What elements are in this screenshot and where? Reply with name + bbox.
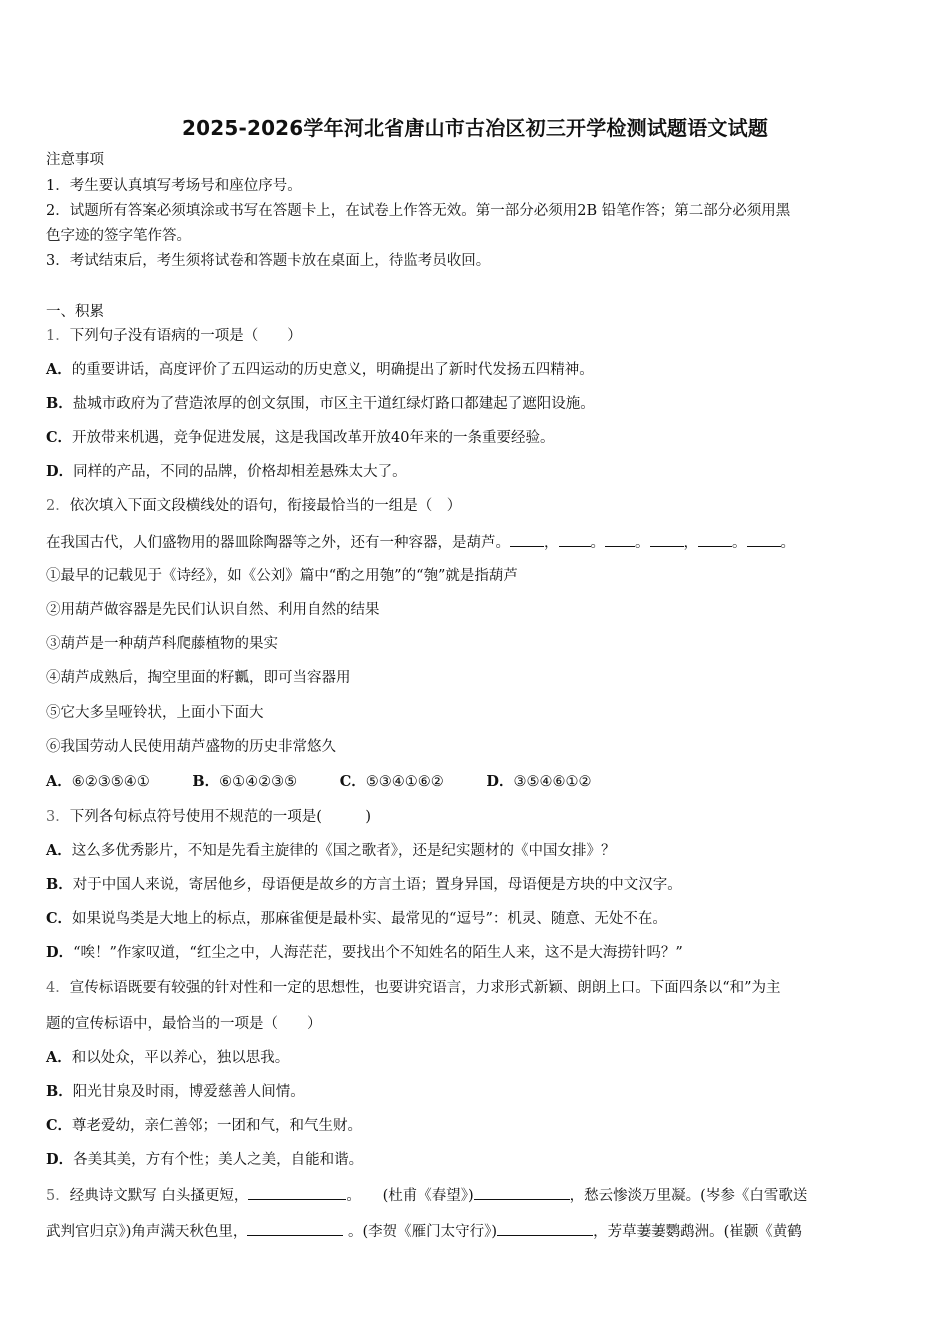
option-label: A．: [46, 361, 72, 378]
q1-option-b: [46, 394, 595, 414]
q2-sentence: ②用葫芦做容器是先民们认识自然、利用自然的结果: [46, 602, 380, 618]
question-5-line2: [46, 1221, 802, 1242]
fill-blank-4[interactable]: [497, 1221, 593, 1236]
option-text: 对于中国人来说，寄居他乡，母语便是故乡的方言土语；置身异国，母语便是方块的中文汉字。: [72, 877, 682, 893]
question-text: 宣传标语既要有较强的针对性和一定的思想性，也要讲究语言，力求形式新颖、朗朗上口。下面四条以“和”为主: [69, 980, 781, 996]
question-number: 3．: [46, 809, 70, 825]
question-number: 5．: [46, 1188, 70, 1204]
question-4-stem-cont: 题的宣传标语中，最恰当的一项是（ ）: [46, 1016, 322, 1032]
blank-4[interactable]: [650, 532, 684, 547]
option-label: B．: [46, 395, 73, 412]
choice-a: A．⑥②③⑤④①: [46, 773, 150, 790]
q3-option-c: [46, 909, 667, 929]
option-label: A．: [46, 842, 72, 859]
q4-option-d: [46, 1150, 363, 1170]
q3-option-b: [46, 875, 682, 895]
choice-c: C．⑤③④①⑥②: [339, 773, 444, 790]
poem-text: ，愁云惨淡万里凝。(岑参《白雪歌送: [569, 1188, 808, 1204]
option-label: D．: [46, 1151, 74, 1168]
question-1-stem: [46, 326, 302, 346]
option-text: 同样的产品，不同的品牌，价格却相差悬殊太大了。: [73, 464, 407, 480]
option-label: B．: [46, 1083, 73, 1100]
q4-option-b: [46, 1082, 305, 1102]
fill-blank-3[interactable]: [247, 1221, 343, 1236]
option-text: 尊老爱幼，亲仁善邻；一团和气，和气生财。: [72, 1118, 363, 1134]
q3-option-a: [46, 841, 616, 861]
question-text: 经典诗文默写 白头搔更短，: [69, 1188, 249, 1204]
option-label: B．: [46, 876, 73, 893]
question-5-line1: [46, 1185, 807, 1206]
option-text: 如果说鸟类是大地上的标点，那麻雀便是最朴实、最常见的“逗号”：机灵、随意、无处不在。: [72, 911, 667, 927]
question-2-stem: [46, 496, 461, 516]
option-label: C．: [46, 910, 73, 927]
q2-sentence: ⑤它大多呈哑铃状，上面小下面大: [46, 705, 264, 721]
choice-b: B．⑥①④②③⑤: [192, 773, 298, 790]
fill-blank-1[interactable]: [248, 1185, 346, 1200]
option-text: 开放带来机遇，竞争促进发展，这是我国改革开放40年来的一条重要经验。: [72, 430, 555, 446]
source-note: 。 (杜甫《春望》): [346, 1188, 474, 1204]
option-text: 和以处众，平以养心，独以思我。: [71, 1050, 290, 1066]
question-text: 下列句子没有语病的一项是（ ）: [69, 328, 302, 344]
question-number: 1．: [46, 328, 70, 344]
q3-option-d: [46, 943, 683, 963]
option-label: C．: [46, 1117, 73, 1134]
blank-2[interactable]: [559, 532, 591, 547]
q4-option-a: [46, 1048, 289, 1068]
q1-option-c: [46, 428, 555, 448]
choice-d: D．③⑤④⑥①②: [486, 773, 592, 790]
question-text: 下列各句标点符号使用不规范的一项是( ): [69, 809, 372, 825]
q1-option-d: [46, 462, 407, 482]
notice-item: 2．试题所有答案必须填涂或书写在答题卡上，在试卷上作答无效。第一部分必须用2B 铅笔作答；第二部分必须用黑: [46, 203, 791, 219]
notice-item: 1．考生要认真填写考场号和座位序号。: [46, 178, 302, 194]
option-text: 盐城市政府为了营造浓厚的创文氛围，市区主干道红绿灯路口都建起了遮阳设施。: [72, 396, 595, 412]
blank-1[interactable]: [510, 532, 544, 547]
notice-item: 色字迹的签字笔作答。: [46, 228, 191, 244]
q4-option-c: [46, 1116, 362, 1136]
q2-passage: 在我国古代，人们盛物用的器皿除陶器等之外，还有一种容器，是葫芦。 ， 。 。 ， 。 。: [46, 532, 795, 553]
option-label: C．: [46, 429, 73, 446]
source-note: 。(李贺《雁门太守行》): [348, 1224, 498, 1240]
page-title: 2025-2026学年河北省唐山市古冶区初三开学检测试题语文试题: [181, 116, 769, 140]
option-label: A．: [46, 1049, 72, 1066]
notice-heading: 注意事项: [46, 152, 104, 168]
option-text: “唉！”作家叹道，“红尘之中，人海茫茫，要找出个不知姓名的陌生人来，这不是大海捞针吗？”: [73, 945, 683, 961]
option-text: 各美其美，方有个性；美人之美，自能和谐。: [73, 1152, 364, 1168]
fill-blank-2[interactable]: [474, 1185, 570, 1200]
section-heading: 一、积累: [46, 304, 104, 320]
q1-option-a: [46, 360, 594, 380]
option-label: D．: [46, 463, 74, 480]
question-text: 依次填入下面文段横线处的语句，衔接最恰当的一组是（ ）: [69, 498, 462, 514]
q2-choices: [46, 772, 629, 792]
q2-sentence: ④葫芦成熟后，掏空里面的籽瓤，即可当容器用: [46, 670, 351, 686]
question-number: 4．: [46, 980, 70, 996]
poem-text: ，芳草萋萋鹦鹉洲。(崔颢《黄鹤: [593, 1224, 802, 1240]
q2-sentence: ⑥我国劳动人民使用葫芦盛物的历史非常悠久: [46, 739, 336, 755]
option-text: 阳光甘泉及时雨，博爱慈善人间情。: [72, 1084, 305, 1100]
option-label: D．: [46, 944, 74, 961]
poem-text: 武判官归京》)角声满天秋色里，: [46, 1224, 248, 1240]
blank-6[interactable]: [747, 532, 781, 547]
question-3-stem: [46, 807, 371, 827]
q2-sentence: ③葫芦是一种葫芦科爬藤植物的果实: [46, 636, 278, 652]
notice-item: 3．考试结束后，考生须将试卷和答题卡放在桌面上，待监考员收回。: [46, 253, 491, 269]
question-number: 2．: [46, 498, 70, 514]
blank-5[interactable]: [698, 532, 732, 547]
option-text: 这么多优秀影片，不知是先看主旋律的《国之歌者》，还是纪实题材的《中国女排》？: [71, 843, 616, 859]
q2-sentence: ①最早的记载见于《诗经》，如《公刘》篇中“酌之用匏”的“匏”就是指葫芦: [46, 568, 518, 584]
passage-text: 在我国古代，人们盛物用的器皿除陶器等之外，还有一种容器，是葫芦。: [46, 535, 510, 551]
question-4-stem: [46, 978, 781, 998]
option-text: 的重要讲话，高度评价了五四运动的历史意义，明确提出了新时代发扬五四精神。: [71, 362, 594, 378]
blank-3[interactable]: [605, 532, 635, 547]
